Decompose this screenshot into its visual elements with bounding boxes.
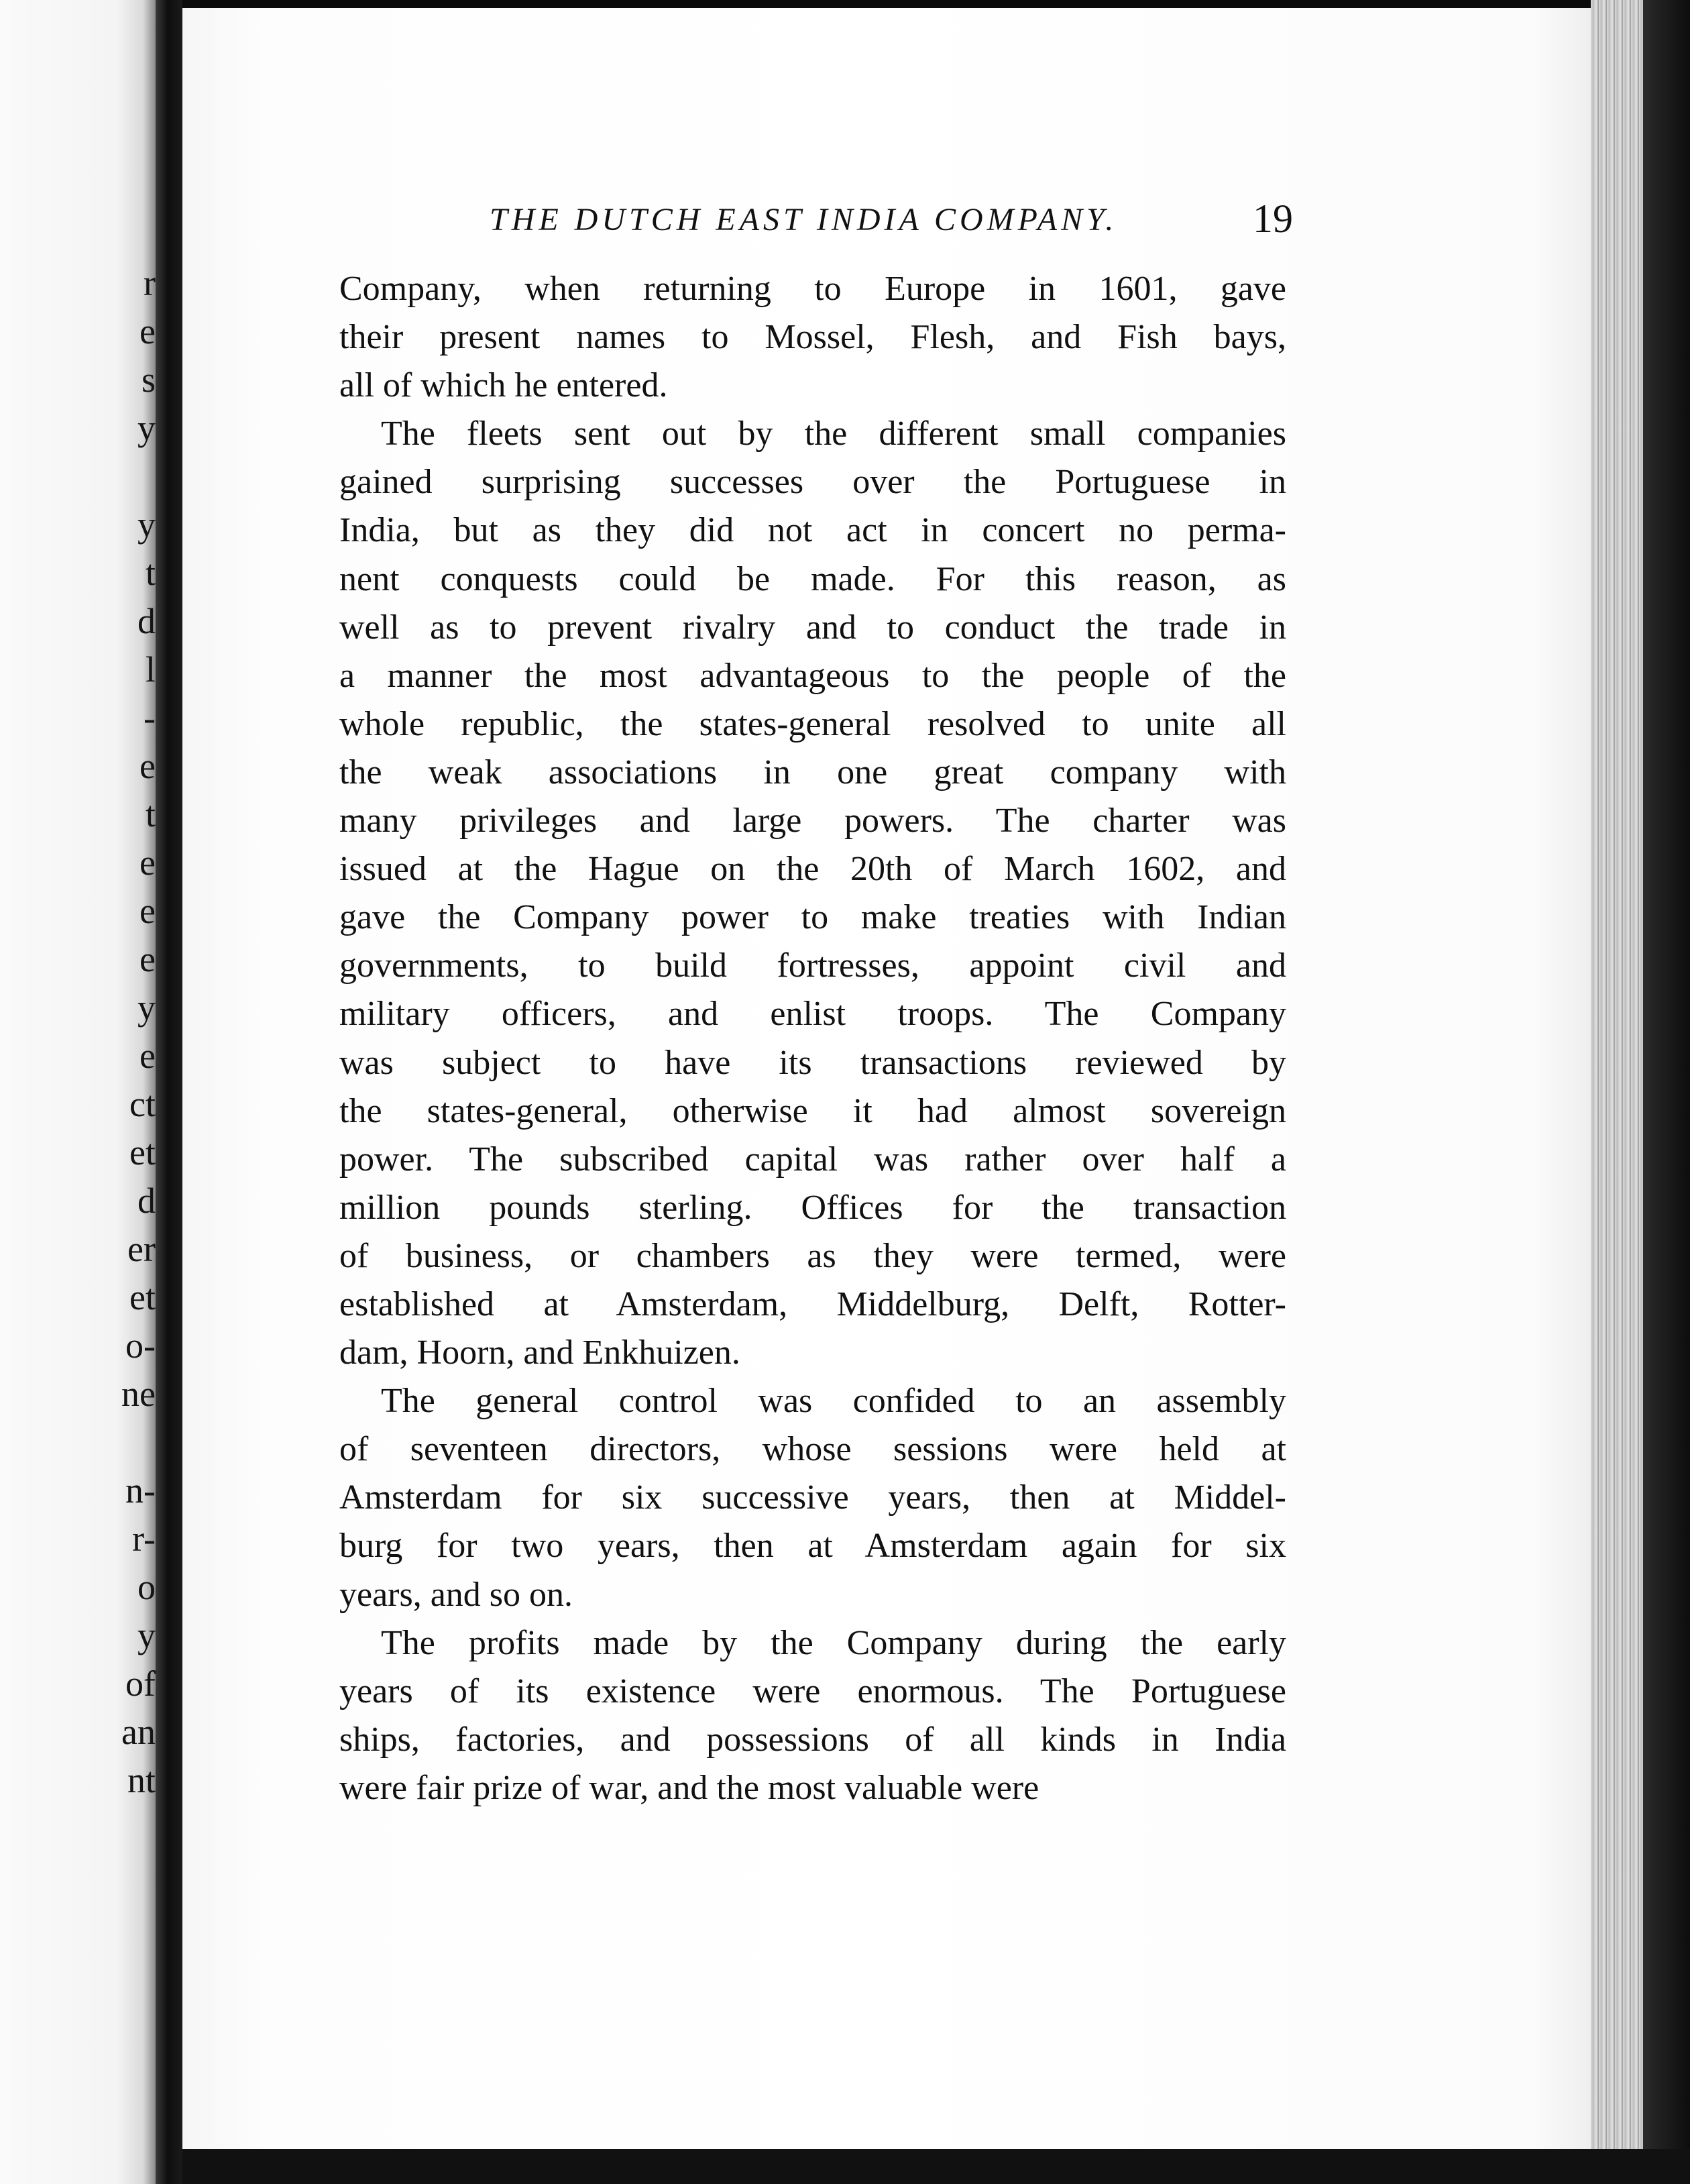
book-gutter bbox=[156, 0, 182, 2184]
text-line: the weak associations in one great company with bbox=[339, 753, 1286, 791]
text-line: the states-general, otherwise it had almost sovereign bbox=[339, 1091, 1286, 1130]
bottom-shadow bbox=[182, 2149, 1690, 2184]
text-line: years of its existence were enormous. The Portuguese bbox=[339, 1672, 1286, 1710]
text-line: gained surprising successes over the Portuguese in bbox=[339, 463, 1286, 502]
left-page-fragment: nt bbox=[127, 1760, 156, 1800]
left-facing-page bbox=[0, 0, 156, 2184]
text-line: million pounds sterling. Offices for the transaction bbox=[339, 1188, 1286, 1227]
text-line: ships, factories, and possessions of all kinds in India bbox=[339, 1720, 1286, 1759]
text-line: India, but as they did not act in concert no perma- bbox=[339, 511, 1286, 550]
text-line: The fleets sent out by the different small companies bbox=[381, 415, 1286, 453]
running-head: THE DUTCH EAST INDIA COMPANY. bbox=[490, 202, 1118, 237]
left-page-fragment: er bbox=[127, 1229, 156, 1269]
text-line: a manner the most advantageous to the people of the bbox=[339, 656, 1286, 695]
left-page-fragment: e bbox=[139, 1036, 156, 1076]
text-line: gave the Company power to make treaties with Indian bbox=[339, 898, 1286, 937]
left-page-fragment: - bbox=[144, 698, 156, 738]
text-line: years, and so on. bbox=[339, 1575, 573, 1614]
page-number: 19 bbox=[1253, 197, 1293, 241]
left-page-fragment: n- bbox=[125, 1470, 156, 1511]
left-page-fragment: e bbox=[139, 891, 156, 931]
text-line: dam, Hoorn, and Enkhuizen. bbox=[339, 1333, 740, 1372]
left-page-fragment: y bbox=[137, 1615, 156, 1655]
text-line: established at Amsterdam, Middelburg, Delft, Rotter- bbox=[339, 1285, 1286, 1323]
text-line: nent conquests could be made. For this reason, as bbox=[339, 559, 1286, 598]
left-page-fragment: o- bbox=[125, 1325, 156, 1366]
left-page-fragment: l bbox=[145, 649, 156, 690]
left-page-fragments bbox=[0, 0, 156, 2184]
left-page-fragment: e bbox=[139, 746, 156, 786]
left-page-fragment: et bbox=[129, 1132, 156, 1172]
text-line: The profits made by the Company during the early bbox=[381, 1623, 1286, 1662]
text-line: power. The subscribed capital was rather over half a bbox=[339, 1140, 1286, 1179]
text-line: of business, or chambers as they were termed, were bbox=[339, 1236, 1286, 1275]
left-page-fragment: t bbox=[145, 553, 156, 593]
left-page-fragment: an bbox=[121, 1712, 156, 1752]
left-page-fragment: y bbox=[137, 504, 156, 545]
left-page-fragment: y bbox=[137, 408, 156, 448]
left-page-fragment: e bbox=[139, 311, 156, 351]
text-line: The general control was confided to an assembly bbox=[381, 1382, 1286, 1421]
left-page-fragment: o bbox=[137, 1567, 156, 1607]
left-page-fragment: y bbox=[137, 987, 156, 1028]
text-line: governments, to build fortresses, appoint civil and bbox=[339, 946, 1286, 985]
left-page-fragment: d bbox=[137, 601, 156, 641]
left-page-fragment: ct bbox=[129, 1084, 156, 1124]
left-page-fragment: of bbox=[125, 1663, 156, 1704]
text-line: many privileges and large powers. The charter was bbox=[339, 802, 1286, 840]
text-line: Amsterdam for six successive years, then at Middel- bbox=[339, 1478, 1286, 1517]
text-line: well as to prevent rivalry and to conduct the trade in bbox=[339, 608, 1286, 647]
left-page-fragment: r- bbox=[132, 1519, 156, 1559]
text-line: of seventeen directors, whose sessions were held at bbox=[339, 1430, 1286, 1469]
text-line: military officers, and enlist troops. The Company bbox=[339, 995, 1286, 1034]
text-line: all of which he entered. bbox=[339, 366, 668, 405]
text-line: Company, when returning to Europe in 1601, gave bbox=[339, 270, 1286, 308]
left-page-fragment: ne bbox=[121, 1374, 156, 1414]
left-page-fragment: s bbox=[141, 360, 156, 400]
left-page-fragment: d bbox=[137, 1181, 156, 1221]
body-text bbox=[339, 265, 1286, 1812]
text-line: was subject to have its transactions reviewed by bbox=[339, 1043, 1286, 1082]
text-line: were fair prize of war, and the most valuable were bbox=[339, 1768, 1039, 1807]
cover-edge bbox=[1643, 0, 1690, 2184]
text-line: their present names to Mossel, Flesh, and Fish bays, bbox=[339, 318, 1286, 357]
left-page-fragment: e bbox=[139, 842, 156, 883]
left-page-fragment: et bbox=[129, 1277, 156, 1317]
page-edges bbox=[1591, 0, 1690, 2184]
text-line: burg for two years, then at Amsterdam again for six bbox=[339, 1527, 1286, 1566]
left-page-fragment: r bbox=[144, 263, 156, 303]
text-line: issued at the Hague on the 20th of March 1602, and bbox=[339, 850, 1286, 889]
left-page-fragment: t bbox=[145, 794, 156, 834]
left-page-fragment: e bbox=[139, 939, 156, 979]
text-line: whole republic, the states-general resolved to unite all bbox=[339, 704, 1286, 743]
